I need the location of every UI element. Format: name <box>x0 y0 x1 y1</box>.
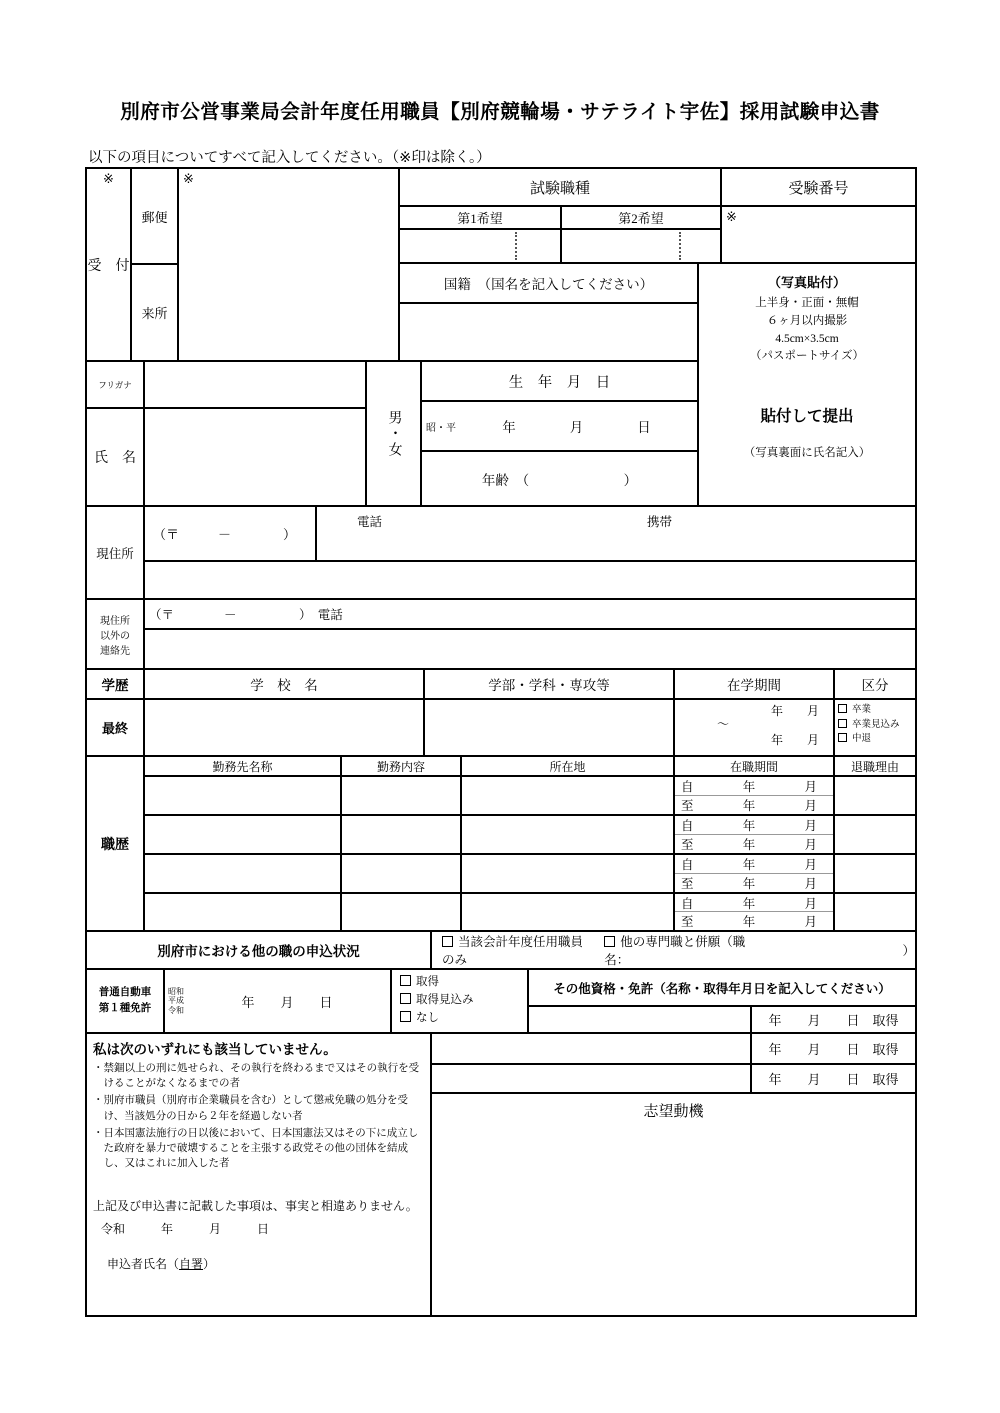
address2-input[interactable] <box>144 629 916 669</box>
employment-location-input[interactable] <box>461 893 674 931</box>
motivation-label: 志望動機 <box>643 1103 704 1120</box>
exam-choice2-input[interactable] <box>561 229 721 263</box>
address2-zip-input[interactable] <box>144 599 916 629</box>
employment-company-input[interactable] <box>144 854 341 893</box>
address2-zip-label: （〒 － ） 電話 <box>149 608 343 622</box>
exam-type-header: 試験職種 <box>399 168 721 206</box>
examinee-number-header: 受験番号 <box>721 168 916 206</box>
checkbox-icon[interactable] <box>838 733 847 742</box>
reception-label: 受 付 <box>87 258 130 274</box>
declaration-item: ・ 別府市職員（別府市企業職員を含む）として懲戒免職の処分を受け、当該処分の日から２年を経過しない者 <box>93 1093 424 1123</box>
qualification-date-input[interactable]: 年 月 日 取得 <box>751 1064 916 1093</box>
employment-duties-input[interactable] <box>341 815 461 854</box>
age-label: 年齢 （ ） <box>481 472 638 488</box>
license-date-label: 年 月 日 <box>241 994 333 1010</box>
other-application-option1[interactable]: 当該会計年度任用職員のみ <box>442 935 584 967</box>
employment-reason-input[interactable] <box>834 776 916 815</box>
nationality-header: 国籍 （国名を記入してください） <box>399 263 698 303</box>
exam-choice1-header: 第1希望 <box>399 206 561 229</box>
employment-header-period: 在職期間 <box>674 756 834 776</box>
employment-header-company: 勤務先名称 <box>144 756 341 776</box>
photo-line2: ６ヶ月以内撮影 <box>766 314 848 327</box>
birth-era-label: 昭・平 <box>426 422 456 434</box>
checkbox-icon[interactable] <box>838 704 847 713</box>
employment-company-input[interactable] <box>144 815 341 854</box>
address-phone-cell[interactable] <box>316 506 916 561</box>
employment-header-location: 所在地 <box>461 756 674 776</box>
mobile-label: 携帯 <box>647 515 673 529</box>
birth-ymd-label: 年 月 日 <box>502 420 651 435</box>
age-input-row[interactable] <box>421 451 698 506</box>
education-row-label: 最終 <box>86 699 144 756</box>
reception-cell <box>86 168 131 361</box>
examinee-number-input <box>721 206 916 263</box>
address2-label-line2: 以外の <box>100 630 130 642</box>
reception-visit-label: 来所 <box>131 264 178 361</box>
declaration-item: ・ 禁錮以上の刑に処せられ、その執行を終わるまで又はその執行を受けることがなくなるまでの者 <box>93 1061 424 1091</box>
address-input[interactable] <box>144 561 916 599</box>
employment-company-input[interactable] <box>144 776 341 815</box>
employment-section-label: 職歴 <box>86 756 144 931</box>
name-input[interactable] <box>144 408 366 506</box>
checkbox-icon[interactable] <box>604 936 615 947</box>
education-dept-header: 学部・学科・専攻等 <box>424 669 674 699</box>
employment-reason-input[interactable] <box>834 815 916 854</box>
photo-area <box>698 263 916 506</box>
license-option-none[interactable]: なし <box>400 1010 527 1028</box>
reception-stamp-area[interactable] <box>178 168 399 361</box>
license-label-line2: 第１種免許 <box>98 1002 152 1014</box>
signature-jisho-label: 自署 <box>179 1257 204 1272</box>
photo-line3: 4.5cm×3.5cm <box>775 332 839 345</box>
education-category-header: 区分 <box>834 669 916 699</box>
checkbox-icon[interactable] <box>400 993 411 1004</box>
address2-label <box>86 599 144 669</box>
declaration-item: ・ 日本国憲法施行の日以後において、日本国憲法又はその下に成立した政府を暴力で破壊することを主張する政党その他の団体を結成し、又はこれに加入した者 <box>93 1126 424 1172</box>
other-application-option2[interactable]: 他の専門職と併願（職名： <box>604 935 746 967</box>
instruction-text: 以下の項目についてすべて記入してください。（※印は除く。） <box>88 150 491 166</box>
employment-period-input[interactable]: 自 年 月 至 年 月 <box>674 854 834 893</box>
other-application-label: 別府市における他の職の申込状況 <box>86 931 431 969</box>
photo-line1: 上半身・正面・無帽 <box>755 297 859 309</box>
checkbox-icon[interactable] <box>442 936 453 947</box>
employment-duties-input[interactable] <box>341 893 461 931</box>
employment-reason-input[interactable] <box>834 854 916 893</box>
examinee-number-asterisk: ※ <box>726 209 737 224</box>
qualification-name-input[interactable] <box>431 1064 751 1093</box>
employment-reason-input[interactable] <box>834 893 916 931</box>
qualification-date-input[interactable]: 年 月 日 取得 <box>751 1006 916 1033</box>
exam-choice2-header: 第2希望 <box>561 206 721 229</box>
exam-choice1-input[interactable] <box>399 229 561 263</box>
application-form-table <box>85 167 917 1317</box>
motivation-cell[interactable] <box>431 1093 916 1316</box>
address2-label-line3: 連絡先 <box>100 645 130 657</box>
employment-header-reason: 退職理由 <box>834 756 916 776</box>
employment-location-input[interactable] <box>461 815 674 854</box>
address-zip-label: （〒 － ） <box>153 527 297 542</box>
checkbox-icon[interactable] <box>400 1011 411 1022</box>
reception-asterisk: ※ <box>103 171 114 186</box>
address-zip-input[interactable] <box>144 506 316 561</box>
education-school-input[interactable] <box>144 699 424 756</box>
education-school-header: 学 校 名 <box>144 669 424 699</box>
photo-title: （写真貼付） <box>767 275 846 290</box>
declaration-date-line[interactable]: 令和 年 月 日 <box>101 1222 270 1237</box>
employment-header-duties: 勤務内容 <box>341 756 461 776</box>
stamp-asterisk: ※ <box>183 171 194 186</box>
sex-label: 男・女 <box>386 409 402 458</box>
education-option-dropout[interactable]: 中退 <box>838 732 915 747</box>
nationality-input[interactable] <box>399 303 698 361</box>
address2-label-line1: 現住所 <box>100 615 130 627</box>
declaration-title: 私は次のいずれにも該当していません。 <box>93 1042 337 1057</box>
declaration-confirm: 上記及び申込書に記載した事項は、事実と相違ありません。 <box>93 1198 418 1213</box>
signature-line[interactable]: 申込者氏名（自署） <box>107 1257 216 1272</box>
employment-company-input[interactable] <box>144 893 341 931</box>
employment-location-input[interactable] <box>461 854 674 893</box>
name-label: 氏 名 <box>86 408 144 506</box>
license-options <box>391 969 528 1033</box>
other-application-options <box>431 931 916 969</box>
furigana-label: フリガナ <box>86 361 144 408</box>
license-option-expected[interactable]: 取得見込み <box>400 992 527 1010</box>
license-label-line1: 普通自動車 <box>98 986 152 999</box>
checkbox-icon[interactable] <box>838 719 847 728</box>
photo-line4: （パスポートサイズ） <box>749 350 865 363</box>
employment-period-input[interactable]: 自 年 月 至 年 月 <box>674 815 834 854</box>
reception-mail-label: 郵便 <box>131 168 178 264</box>
license-label <box>86 969 164 1033</box>
employment-location-input[interactable] <box>461 776 674 815</box>
education-period-from: 年 月 <box>770 704 819 718</box>
education-section-label: 学歴 <box>86 669 144 699</box>
employment-period-input[interactable]: 自 年 月 至 年 月 <box>674 893 834 931</box>
license-option-acquired[interactable]: 取得 <box>400 974 527 992</box>
qualification-name-input[interactable] <box>528 1006 751 1033</box>
choice1-dotted-divider <box>515 232 517 260</box>
employment-period-input[interactable]: 自 年 月 至 年 月 <box>674 776 834 815</box>
employment-duties-input[interactable] <box>341 776 461 815</box>
birthdate-input-row[interactable] <box>421 401 698 451</box>
qualifications-header: その他資格・免許（名称・取得年月日を記入してください） <box>528 969 916 1006</box>
photo-backside-note: （写真裏面に氏名記入） <box>743 447 871 460</box>
furigana-input[interactable] <box>144 361 366 408</box>
address-label: 現住所 <box>86 506 144 599</box>
other-application-option2-close: ） <box>902 944 915 958</box>
sex-cell[interactable] <box>366 361 421 506</box>
education-period-to: 年 月 <box>770 732 819 747</box>
education-period-input[interactable] <box>674 699 834 756</box>
qualification-name-input[interactable] <box>431 1033 751 1064</box>
education-option-graduated[interactable]: 卒業 <box>838 703 915 718</box>
checkbox-icon[interactable] <box>400 975 411 986</box>
qualification-date-input[interactable]: 年 月 日 取得 <box>751 1033 916 1064</box>
choice2-dotted-divider <box>679 232 681 260</box>
employment-duties-input[interactable] <box>341 854 461 893</box>
license-era-labels: 昭和 平成 令和 <box>168 986 184 1015</box>
birthdate-header: 生 年 月 日 <box>421 361 698 401</box>
page-title: 別府市公営事業局会計年度任用職員【別府競輪場・サテライト宇佐】採用試験申込書 <box>120 101 880 123</box>
education-category-options <box>834 699 916 756</box>
education-dept-input[interactable] <box>424 699 674 756</box>
education-period-header: 在学期間 <box>674 669 834 699</box>
phone-label: 電話 <box>357 515 383 529</box>
education-period-tilde: ～ <box>717 717 730 731</box>
photo-submit-note: 貼付して提出 <box>760 408 854 426</box>
education-option-expected[interactable]: 卒業見込み <box>838 718 915 733</box>
license-date-input[interactable] <box>164 969 391 1033</box>
declaration-cell <box>86 1033 431 1316</box>
